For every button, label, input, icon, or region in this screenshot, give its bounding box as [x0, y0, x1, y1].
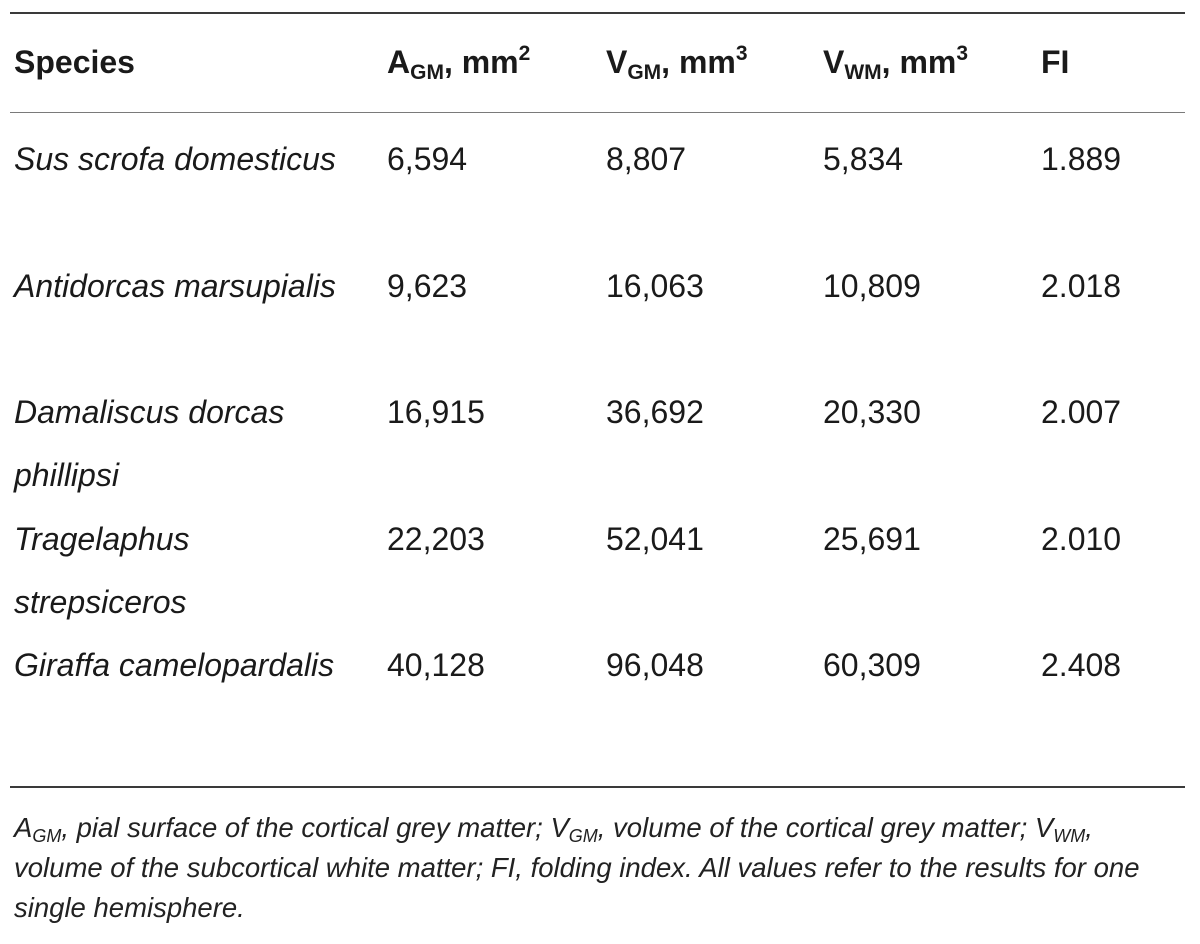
agm-value: 9,623 [387, 268, 468, 304]
header-vwm: $V_{WM}$, $mm^3$ [823, 42, 969, 84]
header-agm: $A_{GM}$, $mm^2$ [387, 42, 531, 84]
vgm-value: 16,063 [606, 268, 704, 304]
vgm-value: 96,048 [606, 647, 704, 683]
vgm-value: 36,692 [606, 394, 704, 430]
fi-value: 2.010 [1041, 521, 1122, 557]
agm-value: 40,128 [387, 647, 485, 683]
agm-value: 6,594 [387, 141, 468, 177]
vwm-value: 60,309 [823, 647, 921, 683]
table-bottom-rule [10, 786, 1185, 788]
vwm-value: 5,834 [823, 141, 904, 177]
fi-value: 2.007 [1041, 394, 1122, 430]
species-name: Damaliscus dorcas phillipsi [14, 394, 285, 493]
vwm-value: 20,330 [823, 394, 921, 430]
species-name: Antidorcas marsupialis [14, 268, 336, 304]
vwm-value: 10,809 [823, 268, 921, 304]
species-name: Sus scrofa domesticus [14, 141, 336, 177]
species-name: Tragelaphus strepsiceros [14, 521, 190, 620]
table-top-rule [10, 12, 1185, 14]
vwm-value: 25,691 [823, 521, 921, 557]
header-fi: FI [1041, 44, 1070, 80]
agm-value: 16,915 [387, 394, 485, 430]
header-vgm: $V_{GM}$, $mm^3$ [606, 42, 748, 84]
agm-value: 22,203 [387, 521, 485, 557]
header-rule [10, 112, 1185, 113]
fi-value: 2.018 [1041, 268, 1122, 304]
fi-value: 1.889 [1041, 141, 1122, 177]
vgm-value: 52,041 [606, 521, 704, 557]
fi-value: 2.408 [1041, 647, 1122, 683]
species-name: Giraffa camelopardalis [14, 647, 335, 683]
header-species: Species [14, 44, 135, 80]
table-footnote: $A_{GM}$, pial surface of the cortical grey matter; $V_{GM}$, volume of the cortical grey matter; $V_{WM}$, volume of the subcortical white matter; FI, folding index. All values refer to the results for one single hemisphere. [14, 812, 1140, 923]
vgm-value: 8,807 [606, 141, 687, 177]
